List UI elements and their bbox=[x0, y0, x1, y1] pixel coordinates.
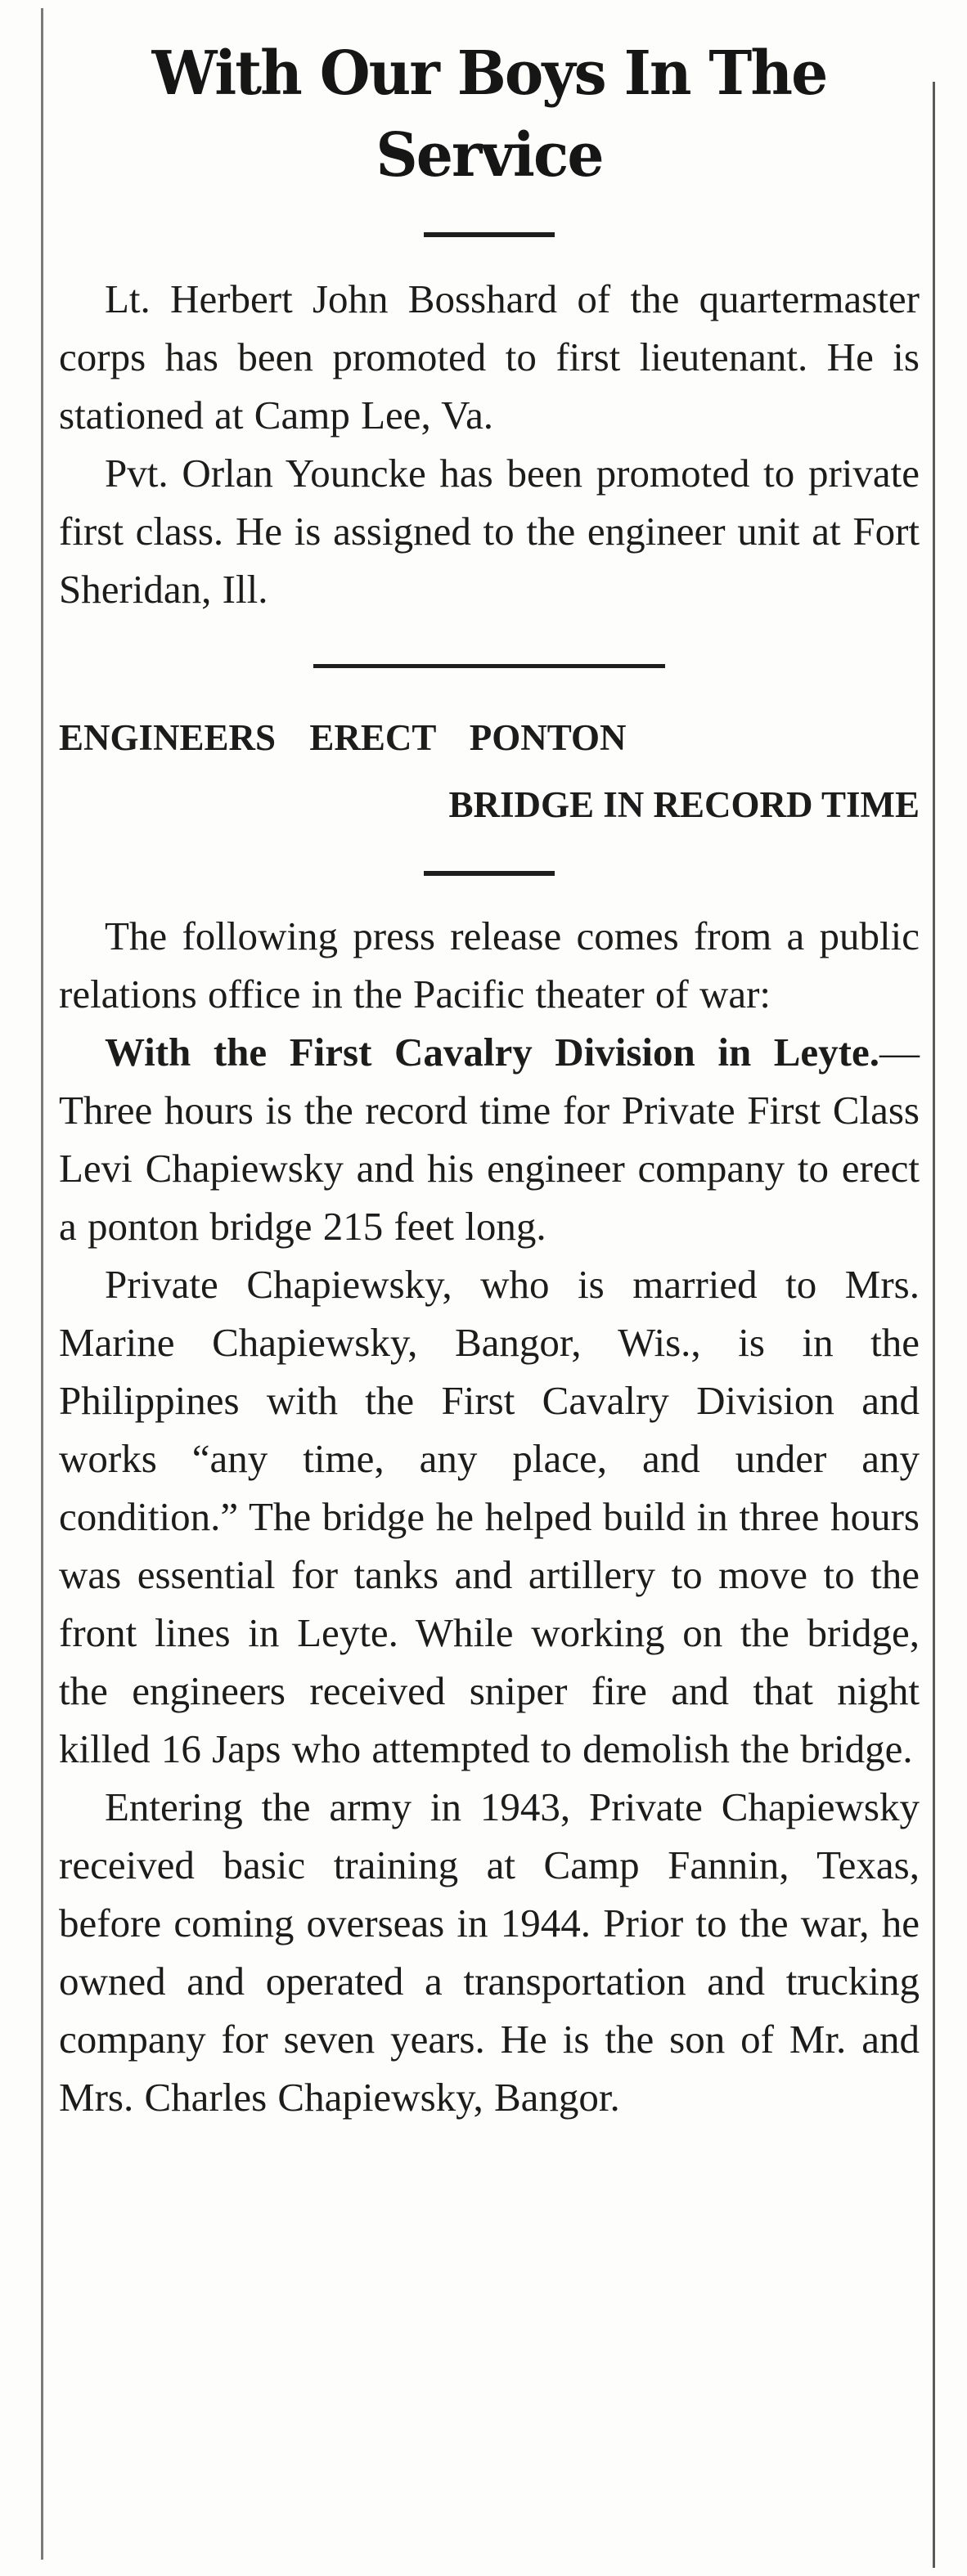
article-lead-paragraph bbox=[59, 1023, 920, 1255]
article-intro: The following press release comes from a public relations office in the Pacific theater of war: bbox=[59, 913, 920, 1016]
masthead-divider bbox=[424, 232, 555, 237]
article-lead-text: —Three hours is the record time for Private First Class Levi Chapiewsky and his engineer company to erect a ponton bridge 215 feet long. bbox=[59, 1030, 920, 1249]
section-masthead: With Our Boys In The Service bbox=[151, 38, 827, 191]
headline-line-1: ENGINEERS ERECT PONTON bbox=[59, 717, 627, 758]
article-column bbox=[59, 33, 920, 2126]
headline-divider bbox=[424, 871, 555, 876]
headline-line-2: BRIDGE IN RECORD TIME bbox=[448, 784, 920, 825]
left-column-rule bbox=[41, 8, 43, 2560]
brief-youncke: Pvt. Orlan Youncke has been promoted to private first class. He is assigned to the engineer unit at Fort Sheridan, Ill. bbox=[59, 451, 920, 612]
right-column-rule bbox=[933, 82, 935, 2568]
article-dateline: With the First Cavalry Division in Leyte. bbox=[105, 1030, 879, 1075]
article-paragraph-3: Entering the army in 1943, Private Chapiewsky received basic training at Camp Fannin, Texas, before coming overseas in 1944. Prior to the war, he owned and operated a transportation and trucking company for seven years. He is the son of Mr. and Mrs. Charles Chapiewsky, Bangor. bbox=[59, 1784, 920, 2120]
section-divider bbox=[313, 664, 665, 668]
brief-bosshard: Lt. Herbert John Bosshard of the quartermaster corps has been promoted to first lieutenant. He is stationed at Camp Lee, Va. bbox=[59, 276, 920, 438]
article-paragraph-2: Private Chapiewsky, who is married to Mrs. Marine Chapiewsky, Bangor, Wis., is in the Philippines with the First Cavalry Division and works “any time, any place, and under any condition.” The bridge he helped build in three hours was essential for tanks and artillery to move to the front lines in Leyte. While working on the bridge, the engineers received sniper fire and that night killed 16 Japs who attempted to demolish the bridge. bbox=[59, 1262, 920, 1771]
article-headline bbox=[59, 704, 920, 838]
